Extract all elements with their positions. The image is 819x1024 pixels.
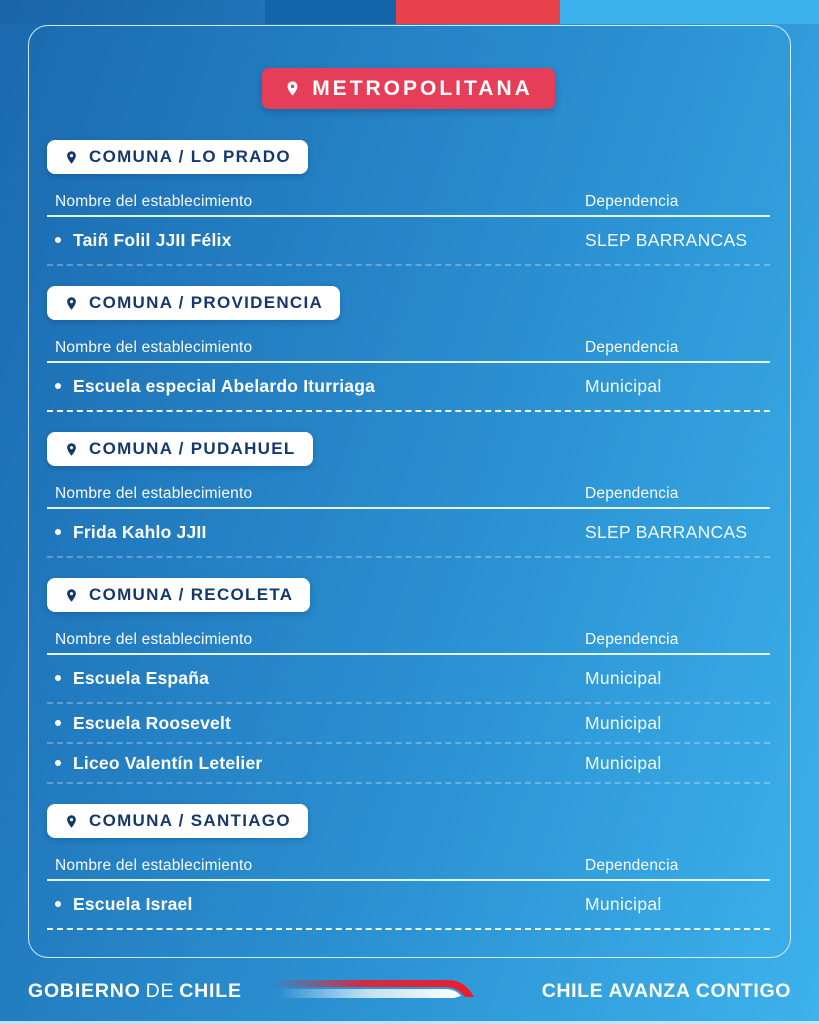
region-badge-label: METROPOLITANA: [312, 76, 533, 100]
location-pin-icon: [64, 148, 79, 167]
flag-swoosh-icon: [264, 977, 479, 1006]
comuna-section-pudahuel: [47, 432, 770, 558]
table-row: [47, 704, 770, 744]
dependency-value: SLEP BARRANCAS: [585, 230, 748, 250]
column-header-name: Nombre del establecimiento: [55, 631, 253, 648]
top-strip-segment-red: [396, 0, 560, 24]
location-pin-icon: [64, 812, 79, 831]
dependency-value: Municipal: [585, 753, 662, 773]
dependency-value: Municipal: [585, 713, 662, 733]
table-header-row: [47, 340, 770, 363]
comuna-badge-label: COMUNA / PUDAHUEL: [89, 439, 296, 458]
school-name: Escuela Israel: [55, 895, 585, 913]
column-header-dependency: Dependencia: [585, 339, 679, 356]
comuna-badge: [47, 578, 310, 612]
school-name: Liceo Valentín Letelier: [55, 754, 585, 772]
table-header-row: [47, 632, 770, 655]
table-header-row: [47, 858, 770, 881]
comuna-badge-label: COMUNA / PROVIDENCIA: [89, 293, 324, 312]
school-name: Escuela Roosevelt: [55, 714, 585, 732]
column-header-name: Nombre del establecimiento: [55, 485, 253, 502]
table-row: [47, 655, 770, 704]
column-header-dependency: Dependencia: [585, 485, 679, 502]
school-name: Taiñ Folil JJII Félix: [55, 231, 585, 249]
table-row: [47, 509, 770, 558]
top-color-strip: [0, 0, 819, 24]
gov-word-gobierno: GOBIERNO: [28, 979, 141, 1002]
column-header-dependency: Dependencia: [585, 193, 679, 210]
column-header-dependency: Dependencia: [585, 857, 679, 874]
region-badge: [262, 68, 555, 109]
footer: [28, 972, 791, 1010]
location-pin-icon: [284, 78, 301, 99]
table-header-row: [47, 486, 770, 509]
comuna-section-santiago: [47, 804, 770, 930]
table-row: [47, 881, 770, 930]
gov-word-de: DE: [145, 979, 175, 1002]
column-header-dependency: Dependencia: [585, 631, 679, 648]
comuna-section-lo-prado: [47, 140, 770, 266]
comuna-badge: [47, 286, 340, 320]
location-pin-icon: [64, 294, 79, 313]
comuna-badge: [47, 432, 313, 466]
top-strip-segment-light-blue: [560, 0, 819, 24]
comuna-badge: [47, 804, 308, 838]
column-header-name: Nombre del establecimiento: [55, 339, 253, 356]
slogan-text: CHILE AVANZA CONTIGO: [541, 979, 791, 1002]
table-header-row: [47, 194, 770, 217]
table-row: [47, 363, 770, 412]
location-pin-icon: [64, 440, 79, 459]
school-name: Frida Kahlo JJII: [55, 523, 585, 541]
dependency-value: Municipal: [585, 376, 662, 396]
dependency-value: Municipal: [585, 894, 662, 914]
dependency-value: Municipal: [585, 668, 662, 688]
top-strip-segment-blue-gradient: [0, 0, 265, 24]
gov-word-chile: CHILE: [179, 979, 242, 1002]
top-strip-segment-dark-blue: [265, 0, 396, 24]
government-logo-text: [28, 980, 242, 1003]
school-name: Escuela especial Abelardo Iturriaga: [55, 377, 585, 395]
main-panel: [28, 25, 791, 958]
comuna-badge: [47, 140, 308, 174]
comuna-section-providencia: [47, 286, 770, 412]
table-row: [47, 217, 770, 266]
comuna-badge-label: COMUNA / SANTIAGO: [89, 811, 291, 830]
school-name: Escuela España: [55, 669, 585, 687]
column-header-name: Nombre del establecimiento: [55, 193, 253, 210]
location-pin-icon: [64, 586, 79, 605]
column-header-name: Nombre del establecimiento: [55, 857, 253, 874]
comuna-section-recoleta: [47, 578, 770, 784]
dependency-value: SLEP BARRANCAS: [585, 522, 748, 542]
table-row: [47, 744, 770, 784]
comuna-badge-label: COMUNA / LO PRADO: [89, 147, 291, 166]
comuna-badge-label: COMUNA / RECOLETA: [89, 585, 294, 604]
